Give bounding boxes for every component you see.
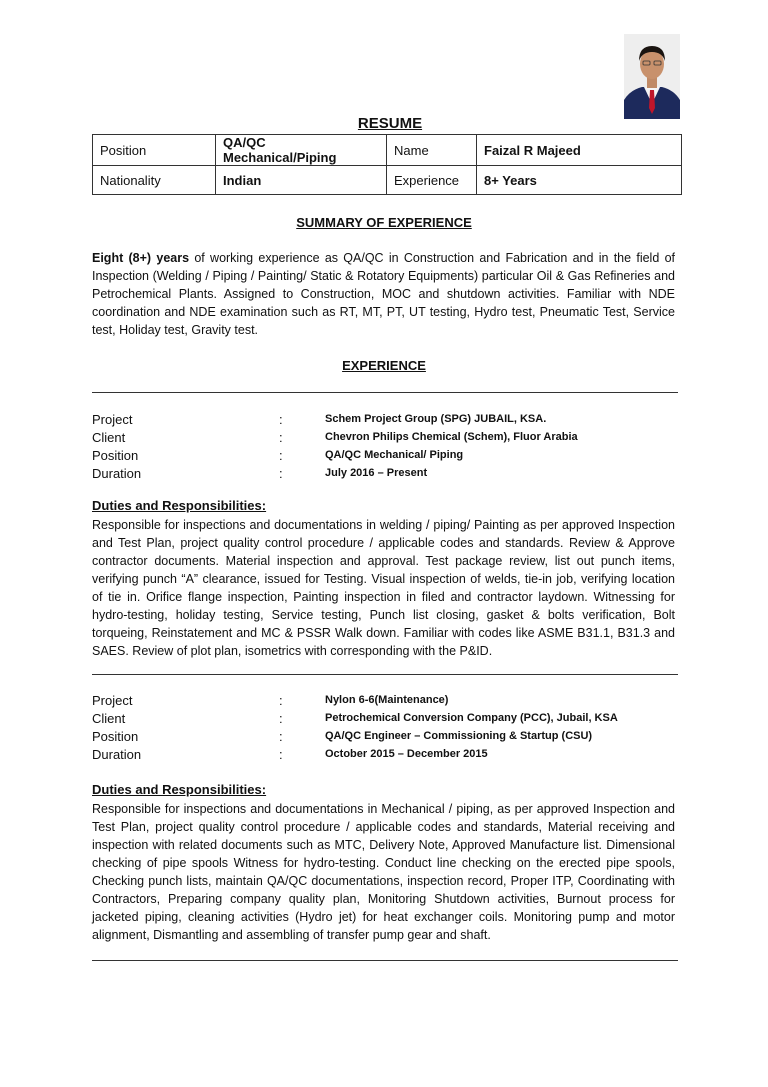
job-1-duration-row: [92, 466, 682, 484]
summary-heading: SUMMARY OF EXPERIENCE: [296, 215, 472, 230]
client-label: Client: [92, 711, 126, 726]
job-2-position: QA/QC Engineer – Commissioning & Startup (CSU): [325, 730, 593, 742]
job-2-project-row: [92, 693, 682, 711]
person-portrait-icon: [624, 34, 680, 119]
job-1-client-row: [92, 430, 682, 448]
colon: :: [279, 430, 283, 445]
divider: [92, 674, 678, 675]
table-row: [93, 135, 682, 166]
divider: [92, 960, 678, 961]
project-label: Project: [92, 693, 133, 708]
job-1-details: [92, 412, 682, 484]
position-label: Position: [92, 448, 139, 463]
colon: :: [279, 693, 283, 708]
personal-info-table: [92, 134, 682, 195]
job-1-duration: July 2016 – Present: [325, 467, 428, 479]
job-2-client: Petrochemical Conversion Company (PCC), Jubail, KSA: [325, 712, 618, 724]
job-1-client: Chevron Philips Chemical (Schem), Fluor Arabia: [325, 431, 578, 443]
table-row: [93, 166, 682, 195]
nationality-label: Nationality: [93, 166, 216, 195]
duration-label: Duration: [92, 466, 142, 481]
colon: :: [279, 729, 283, 744]
resume-title: RESUME: [357, 115, 423, 132]
job-2-project: Nylon 6-6(Maintenance): [325, 694, 449, 706]
job-2-client-row: [92, 711, 682, 729]
name-label: Name: [387, 135, 477, 166]
summary-paragraph: [92, 249, 675, 339]
colon: :: [279, 747, 283, 762]
job-1-position: QA/QC Mechanical/ Piping: [325, 449, 464, 461]
experience-label: Experience: [387, 166, 477, 195]
job-2-duration-row: [92, 747, 682, 765]
experience-value: 8+ Years: [477, 166, 682, 195]
job-1-project: Schem Project Group (SPG) JUBAIL, KSA.: [325, 413, 547, 425]
job-1-project-row: [92, 412, 682, 430]
job-1-position-row: [92, 448, 682, 466]
position-label: Position: [92, 729, 139, 744]
colon: :: [279, 711, 283, 726]
divider: [92, 392, 678, 393]
client-label: Client: [92, 430, 126, 445]
job-2-details: [92, 693, 682, 765]
profile-photo: [624, 34, 680, 119]
summary-lead: Eight (8+) years: [92, 251, 190, 265]
colon: :: [279, 412, 283, 427]
job-2-duties: Responsible for inspections and documentations in Mechanical / piping, as per approved Inspection and Test Plan, project quality control procedure / applicable codes and standards, Material receiving and inspection with related documents such as MTC, Delivery Note, Approved Manufacture list. Dimensional checking of pipe spools Witness for hydro-testing. Conduct line checking on the erected pipe spools, Checking punch lists, maintain QA/QC documentations, inspection record, Proper ITP, Coordinating with Contractors, Preparing company quality plan, Monitoring Shutdown activities, Burnout process for jacketed piping, cleaning activities (Hydro jet) for heat exchanger coils. Monitoring pump and motor alignment, Dismantling and assembling of transfer pump gear and shaft.: [92, 802, 675, 942]
name-value: Faizal R Majeed: [477, 135, 682, 166]
colon: :: [279, 448, 283, 463]
job-2-duration: October 2015 – December 2015: [325, 748, 488, 760]
summary-text: of working experience as QA/QC in Construction and Fabrication and in the field of Inspection (Welding / Piping / Painting/ Static & Rotatory Equipments) particular Oil & Gas Refineries and Petrochemical Plants. Assigned to Construction, MOC and shutdown activities. Familiar with NDE coordination and NDE examination such as RT, MT, PT, UT testing, Hydro test, Pneumatic Test, Service test, Holiday test, Gravity test.: [92, 251, 675, 337]
colon: :: [279, 466, 283, 481]
project-label: Project: [92, 412, 133, 427]
nationality-value: Indian: [216, 166, 387, 195]
job-2-position-row: [92, 729, 682, 747]
duration-label: Duration: [92, 747, 142, 762]
job-1-duties: Responsible for inspections and documentations in welding / piping/ Painting as per approved Inspection and Test Plan, project quality control procedure / applicable codes and standards. Review & Approve contractor documents. Material inspection and approval. Test package review, list out punch items, verifying punch “A” clearance, issued for Testing. Visual inspection of welds, tie-in job, verifying location of tie in. Orifice flange inspection, Painting inspection in filed and contractor laydown. Witnessing for hydro-testing, holiday testing, Service testing, Punch list closing, gasket & bolts verification, Bolt torqueing, Reinstatement and MC & PSSR Walk down. Familiar with codes like ASME B31.1, B31.3 and SAES. Review of plot plan, isometrics with corresponding with the P&ID.: [92, 518, 675, 658]
position-value: QA/QC Mechanical/Piping: [216, 135, 387, 166]
job-1-duties-heading: Duties and Responsibilities:: [92, 498, 267, 513]
position-label: Position: [93, 135, 216, 166]
job-2-duties-heading: Duties and Responsibilities:: [92, 782, 267, 797]
experience-heading: EXPERIENCE: [342, 358, 426, 373]
